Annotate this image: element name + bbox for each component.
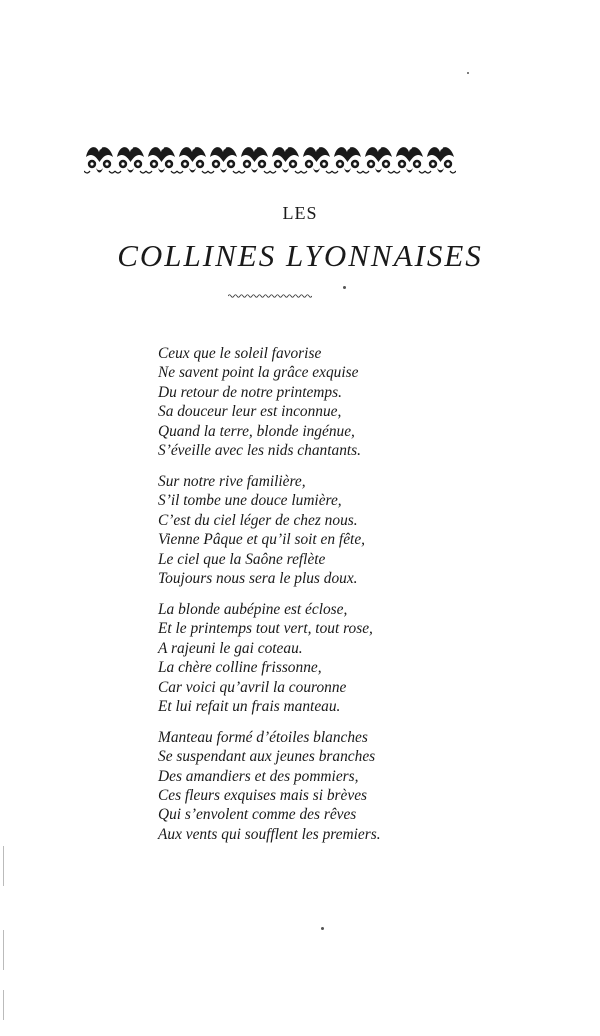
verse-line: Qui s’envolent comme des rêves: [158, 806, 357, 824]
verse-line: Sur notre rive familière,: [158, 472, 306, 490]
title-prefix: LES: [282, 203, 318, 223]
scan-edge-mark: [3, 846, 4, 886]
ornament-motif: [425, 144, 456, 173]
verse-line: S’il tombe une douce lumière,: [158, 492, 342, 510]
page-title: COLLINES LYONNAISES: [117, 238, 483, 273]
verse-line: Vienne Pâque et qu’il soit en fête,: [158, 531, 365, 549]
stanza: [158, 728, 478, 844]
verse-line: Ceux que le soleil favorise: [158, 345, 322, 362]
ornament-motif: [394, 144, 425, 173]
verse-line: Le ciel que la Saône reflète: [158, 550, 326, 568]
ornament-motif: [208, 144, 239, 173]
verse-line: C’est du ciel léger de chez nous.: [158, 511, 358, 529]
ornament-motif: [177, 144, 208, 173]
ornament-motif: [239, 144, 270, 173]
ornament-motif: [301, 144, 332, 173]
wavy-rule-divider: [228, 293, 312, 299]
poem: [158, 344, 478, 856]
verse-line: Ne savent point la grâce exquise: [158, 364, 359, 382]
verse-line: Se suspendant aux jeunes branches: [158, 748, 376, 766]
verse-line: S’éveille avec les nids chantants.: [158, 442, 362, 460]
verse-line: Des amandiers et des pommiers,: [158, 767, 359, 785]
floral-ornament-band: [84, 138, 456, 176]
verse-line: Sa douceur leur est inconnue,: [158, 403, 342, 421]
verse-line: Toujours nous sera le plus doux.: [158, 569, 358, 587]
verse-line: Quand la terre, blonde ingénue,: [158, 422, 355, 440]
stanza: [158, 600, 478, 716]
ornament-motif: [115, 144, 146, 173]
verse-line: Du retour de notre printemps.: [158, 383, 342, 401]
print-speck: [467, 72, 469, 74]
ornament-motif: [146, 144, 177, 173]
print-speck: [343, 286, 346, 289]
verse-line: Aux vents qui soufflent les premiers.: [158, 825, 381, 843]
stanza: [158, 344, 478, 460]
verse-line: La blonde aubépine est éclose,: [158, 600, 348, 618]
ornament-motif: [332, 144, 363, 173]
scan-edge-mark: [3, 930, 4, 970]
scan-edge-mark: [3, 990, 4, 1020]
ornament-motif: [84, 144, 115, 173]
verse-line: A rajeuni le gai coteau.: [158, 639, 303, 657]
verse-line: Manteau formé d’étoiles blanches: [158, 728, 368, 746]
verse-line: Et lui refait un frais manteau.: [158, 697, 341, 715]
verse-line: Et le printemps tout vert, tout rose,: [158, 620, 373, 638]
verse-line: La chère colline frissonne,: [158, 659, 322, 677]
stanza: [158, 472, 478, 588]
ornament-motif: [270, 144, 301, 173]
verse-line: Car voici qu’avril la couronne: [158, 678, 347, 696]
verse-line: Ces fleurs exquises mais si brèves: [158, 787, 368, 805]
print-speck: [321, 927, 324, 930]
ornament-motif: [363, 144, 394, 173]
